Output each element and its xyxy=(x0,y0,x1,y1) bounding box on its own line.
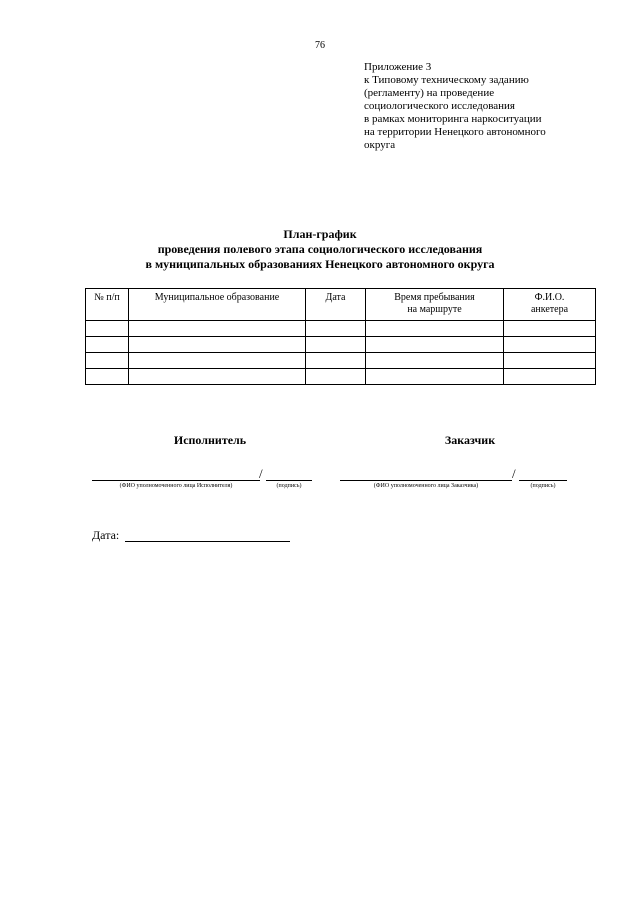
executor-name-caption: (ФИО уполномоченного лица Исполнителя) xyxy=(119,483,233,489)
header-date: Дата xyxy=(306,289,366,321)
title-line-1: План-график xyxy=(283,227,357,241)
appendix-line: на территории Ненецкого автономного xyxy=(364,126,546,138)
customer-name-caption: (ФИО уполномоченного лица Заказчика) xyxy=(373,483,479,489)
table-row xyxy=(86,353,596,369)
header-time-line1: Время пребывания xyxy=(394,292,475,303)
title-line-2: проведения полевого этапа социологического исследования xyxy=(157,242,483,256)
appendix-line: социологического исследования xyxy=(364,100,515,112)
header-fio-line1: Ф.И.О. xyxy=(534,292,565,303)
date-line xyxy=(125,541,290,542)
table-row xyxy=(86,337,596,353)
executor-sign-line xyxy=(266,480,312,481)
title-line-3: в муниципальных образованиях Ненецкого автономного округа xyxy=(145,257,495,271)
customer-heading: Заказчик xyxy=(444,433,496,447)
document-title xyxy=(100,227,540,272)
page-number: 76 xyxy=(315,40,325,51)
header-time-line2: на маршруте xyxy=(407,304,462,315)
header-fio-line2: анкетера xyxy=(530,304,569,315)
customer-name-line xyxy=(340,480,512,481)
customer-sign-caption: (подпись) xyxy=(530,483,556,489)
appendix-line: Приложение 3 xyxy=(364,61,432,73)
appendix-line: округа xyxy=(364,139,396,151)
appendix-line: (регламенту) на проведение xyxy=(364,87,495,99)
schedule-table xyxy=(85,288,596,385)
table-row xyxy=(86,369,596,385)
customer-slash: / xyxy=(512,466,516,481)
appendix-line: в рамках мониторинга наркоситуации xyxy=(364,113,542,125)
executor-sign-caption: (подпись) xyxy=(276,483,302,489)
appendix-line: к Типовому техническому заданию xyxy=(364,74,529,86)
header-fio xyxy=(504,289,596,321)
table-row xyxy=(86,321,596,337)
executor-heading: Исполнитель xyxy=(173,433,247,447)
executor-slash: / xyxy=(259,466,263,481)
date-label: Дата: xyxy=(92,528,120,542)
executor-name-line xyxy=(92,480,260,481)
customer-sign-line xyxy=(519,480,567,481)
appendix-note xyxy=(364,61,604,152)
header-time xyxy=(366,289,504,321)
header-num: № п/п xyxy=(86,289,129,321)
header-municipality: Муниципальное образование xyxy=(129,289,306,321)
table-header-row xyxy=(86,289,596,321)
